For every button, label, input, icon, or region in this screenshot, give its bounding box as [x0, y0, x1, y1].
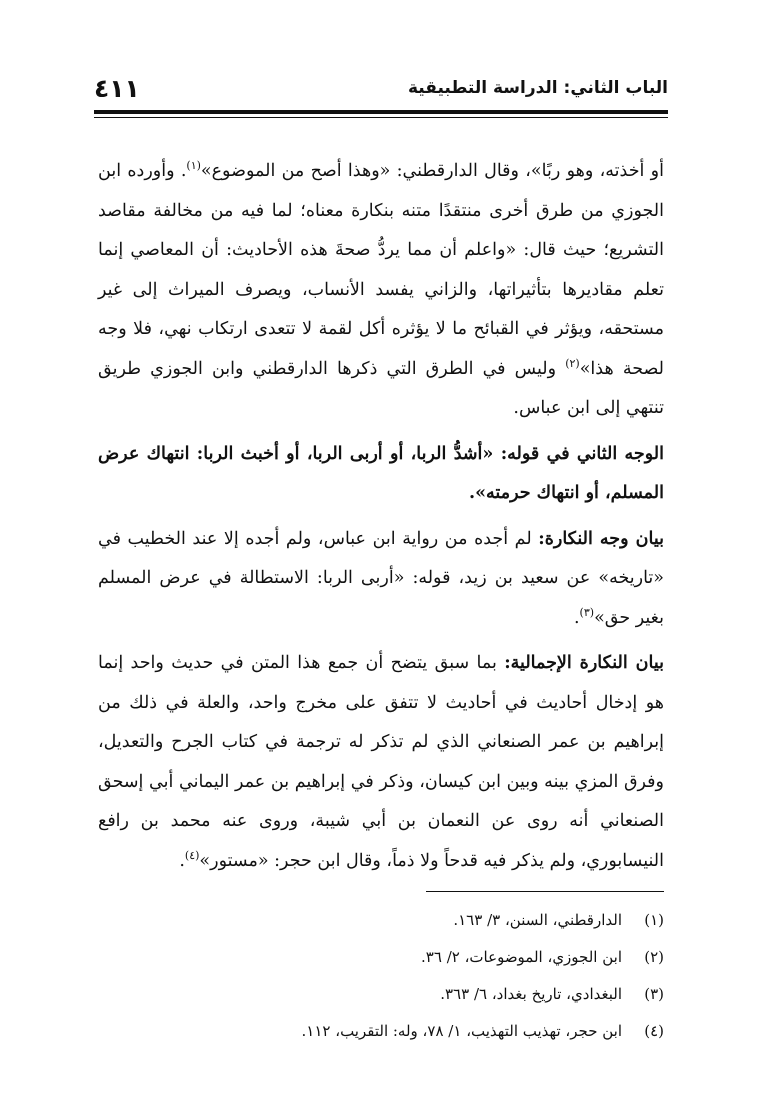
footnote-number: (٣) [644, 985, 664, 1003]
footnote-text: البغدادي، تاريخ بغداد، ٦/ ٣٦٣. [440, 985, 622, 1003]
text-run: بما سبق يتضح أن جمع هذا المتن في حديث واحد إنما هو إدخال أحاديث في أحاديث لا تتفق على مخرج واحد، والعلة في ذلك من إبراهيم بن عمر الصنعاني الذي لم تذكر له ترجمة في كتاب الجرح والتعديل، وفرق المزي بينه وبين ابن كيسان، وذكر في إبراهيم بن عمر اليماني أبي إسحق الصنعاني أنه روى عن النعمان بن أبي شيبة، وروى عنه محمد بن رافع النيسابوري، ولم يذكر فيه قدحاً ولا ذماً، وقال ابن حجر: «مستور» [98, 653, 664, 871]
header-rule-thick [94, 110, 668, 114]
header-rule-thin [94, 117, 668, 118]
header-title: الباب الثاني: الدراسة التطبيقية [407, 78, 668, 98]
text-run: لم أجده من رواية ابن عباس، ولم أجده إلا عند الخطيب في «تاريخه» عن سعيد بن زيد، قوله: «أربى الربا: الاستطالة في عرض المسلم بغير حق» [98, 528, 664, 628]
text-run: أو أخذته، وهو ربًا»، وقال الدارقطني: «وهذا أصح من الموضوع» [200, 161, 664, 181]
footnote-ref: (٣) [579, 605, 595, 619]
bold-text: بيان النكارة الإجمالية: [504, 653, 664, 673]
text-run: . [573, 607, 580, 628]
footnote-ref: (٢) [565, 356, 580, 370]
footnote [98, 939, 664, 976]
paragraph [98, 520, 664, 639]
body-text [98, 152, 664, 887]
footnote-text: ابن حجر، تهذيب التهذيب، ١/ ٧٨، وله: التقريب، ١١٢. [301, 1022, 622, 1040]
footnote-text: ابن الجوزي، الموضوعات، ٢/ ٣٦. [421, 948, 622, 966]
footnote-ref: (١) [186, 159, 201, 173]
footnote-ref: (٤) [184, 848, 200, 862]
footnote-separator [426, 891, 664, 892]
footnote-number: (١) [644, 911, 664, 929]
footnotes [98, 902, 664, 1050]
footnote-text: الدارقطني، السنن، ٣/ ١٦٣. [453, 911, 622, 929]
footnote-number: (٢) [644, 948, 664, 966]
text-run: . وأورده ابن الجوزي من طرق أخرى منتقدًا متنه بنكارة معناه؛ لما فيه من مخالفة مقاصد التشريع؛ حيث قال: «واعلم أن مما يردُّ صحةَ هذه الأحاديث: أن المعاصي إنما تعلم مقاديرها بتأثيراتها، والزاني يفسد الأنساب، ويصرف الميراث إلى غير مستحقه، ويؤثر في القبائح ما لا يؤثره أكل لقمة لا تتعدى ارتكاب نهي، فلا وجه لصحة هذا» [98, 161, 665, 379]
page-header [94, 70, 668, 106]
footnote-number: (٤) [644, 1022, 664, 1040]
bold-text: الوجه الثاني في قوله: «أشدُّ الربا، أو أربى الربا، أو أخبث الربا: انتهاك عرض المسلم، أو انتهاك حرمته». [98, 443, 664, 503]
page-number: ٤١١ [94, 73, 140, 103]
text-run: وليس في الطرق التي ذكرها الدارقطني وابن الجوزي طريق تنتهي إلى ابن عباس. [98, 358, 664, 418]
footnote [98, 1013, 664, 1050]
text-run: . [179, 850, 185, 871]
paragraph [98, 435, 664, 514]
bold-text: بيان وجه النكارة: [538, 528, 664, 549]
footnote [98, 976, 664, 1013]
paragraph [98, 152, 664, 429]
footnote [98, 902, 664, 939]
paragraph [98, 644, 664, 881]
